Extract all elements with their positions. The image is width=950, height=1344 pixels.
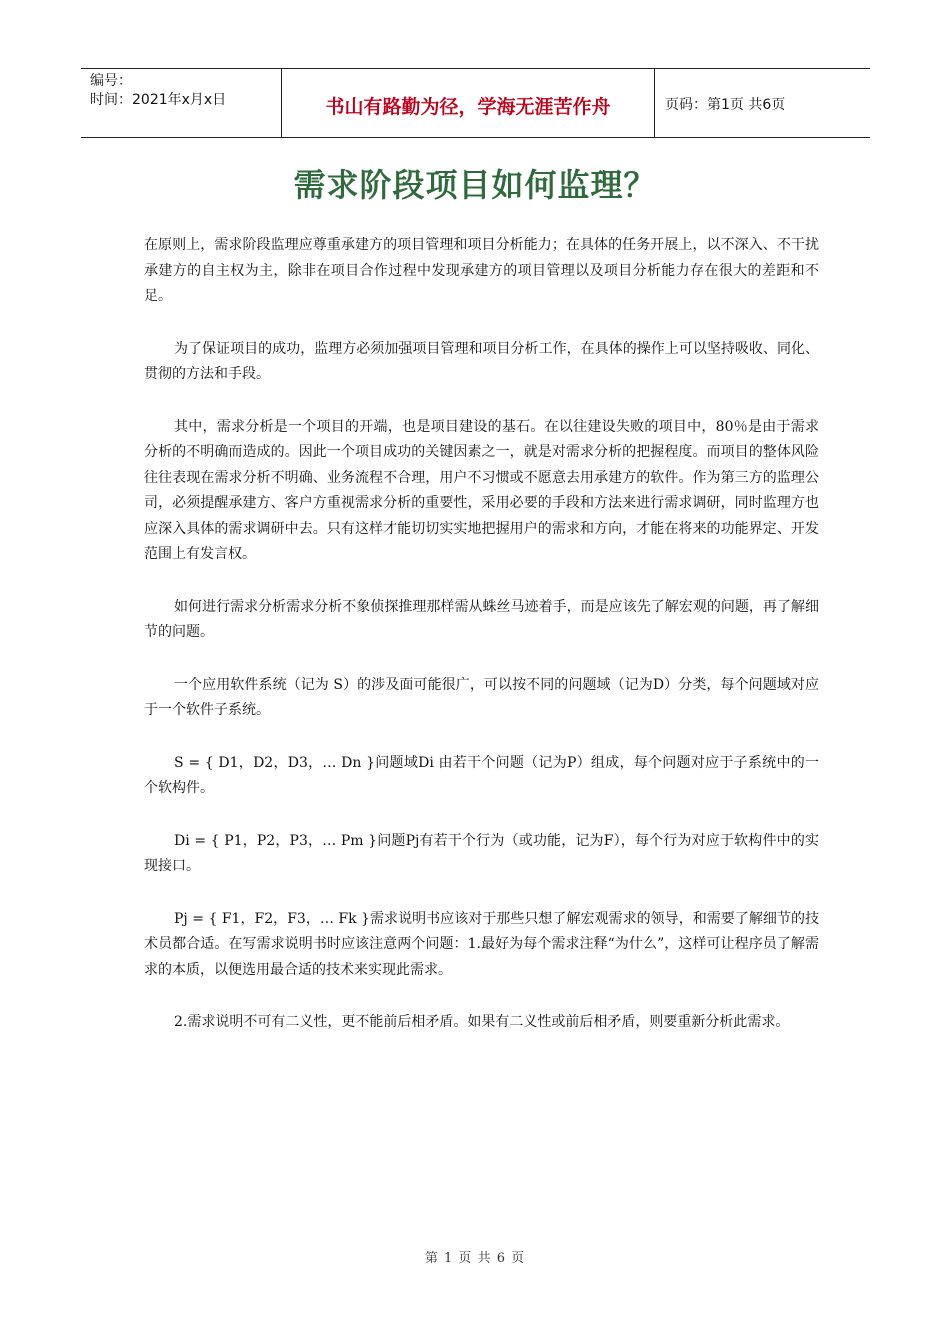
- header-meta-cell: [81, 69, 281, 137]
- header-page-info: 页码：第1页 共6页: [665, 96, 786, 113]
- paragraph: 在原则上，需求阶段监理应尊重承建方的项目管理和项目分析能力；在具体的任务开展上，以不深入、不干扰承建方的自主权为主，除非在项目合作过程中发现承建方的项目管理以及项目分析能力存在很大的差距和不足。: [144, 237, 819, 304]
- paragraph: 为了保证项目的成功，监理方必须加强项目管理和项目分析工作，在具体的操作上可以坚持吸收、同化、贯彻的方法和手段。: [144, 340, 819, 382]
- document-time-label: 时间：2021年x月x日: [90, 92, 227, 108]
- paragraph: Di = { P1，P2，P3，… Pm }问题Pj有若干个行为（或功能，记为F），每个行为对应于软构件中的实现接口。: [144, 832, 819, 874]
- paragraph: Pj = { F1，F2，F3，… Fk }需求说明书应该对于那些只想了解宏观需求的领导，和需要了解细节的技术员都合适。在写需求说明书时应该注意两个问题：1.最好为每个需求注释“为什么”，这样可让程序员了解需求的本质，以便选用最合适的技术来实现此需求。: [144, 910, 819, 978]
- document-title: 需求阶段项目如何监理？: [293, 166, 657, 204]
- paragraph: 一个应用软件系统（记为 S）的涉及面可能很广，可以按不同的问题域（记为D）分类，每个问题域对应于一个软件子系统。: [144, 676, 819, 718]
- paragraph: 2.需求说明不可有二义性，更不能前后相矛盾。如果有二义性或前后相矛盾，则要重新分析此需求。: [174, 1014, 790, 1030]
- paragraph: 其中，需求分析是一个项目的开端，也是项目建设的基石。在以往建设失败的项目中，80％是由于需求分析的不明确而造成的。因此一个项目成功的关键因素之一，就是对需求分析的把握程度。而项目的整体风险往往表现在需求分析不明确、业务流程不合理，用户不习惯或不愿意去用承建方的软件。作为第三方的监理公司，必须提醒承建方、客户方重视需求分析的重要性，采用必要的手段和方法来进行需求调研，同时监理方也应深入具体的需求调研中去。只有这样才能切切实实地把握用户的需求和方向，才能在将来的功能界定、开发范围上有发言权。: [144, 418, 819, 562]
- paragraph: 如何进行需求分析需求分析不象侦探推理那样需从蛛丝马迹着手，而是应该先了解宏观的问题，再了解细节的问题。: [144, 598, 819, 640]
- document-number-label: 编号：: [90, 73, 132, 89]
- header-motto: 书山有路勤为径，学海无涯苦作舟: [325, 95, 611, 118]
- page-footer: 第 1 页 共 6 页: [424, 1251, 526, 1266]
- paragraph: S = { D1，D2，D3，… Dn }问题域Di 由若干个问题（记为P）组成，每个问题对应于子系统中的一个软构件。: [144, 754, 819, 796]
- document-body: [144, 233, 819, 1063]
- header-table: [81, 68, 870, 138]
- header-motto-cell: [281, 69, 655, 137]
- header-page-cell: [655, 69, 870, 137]
